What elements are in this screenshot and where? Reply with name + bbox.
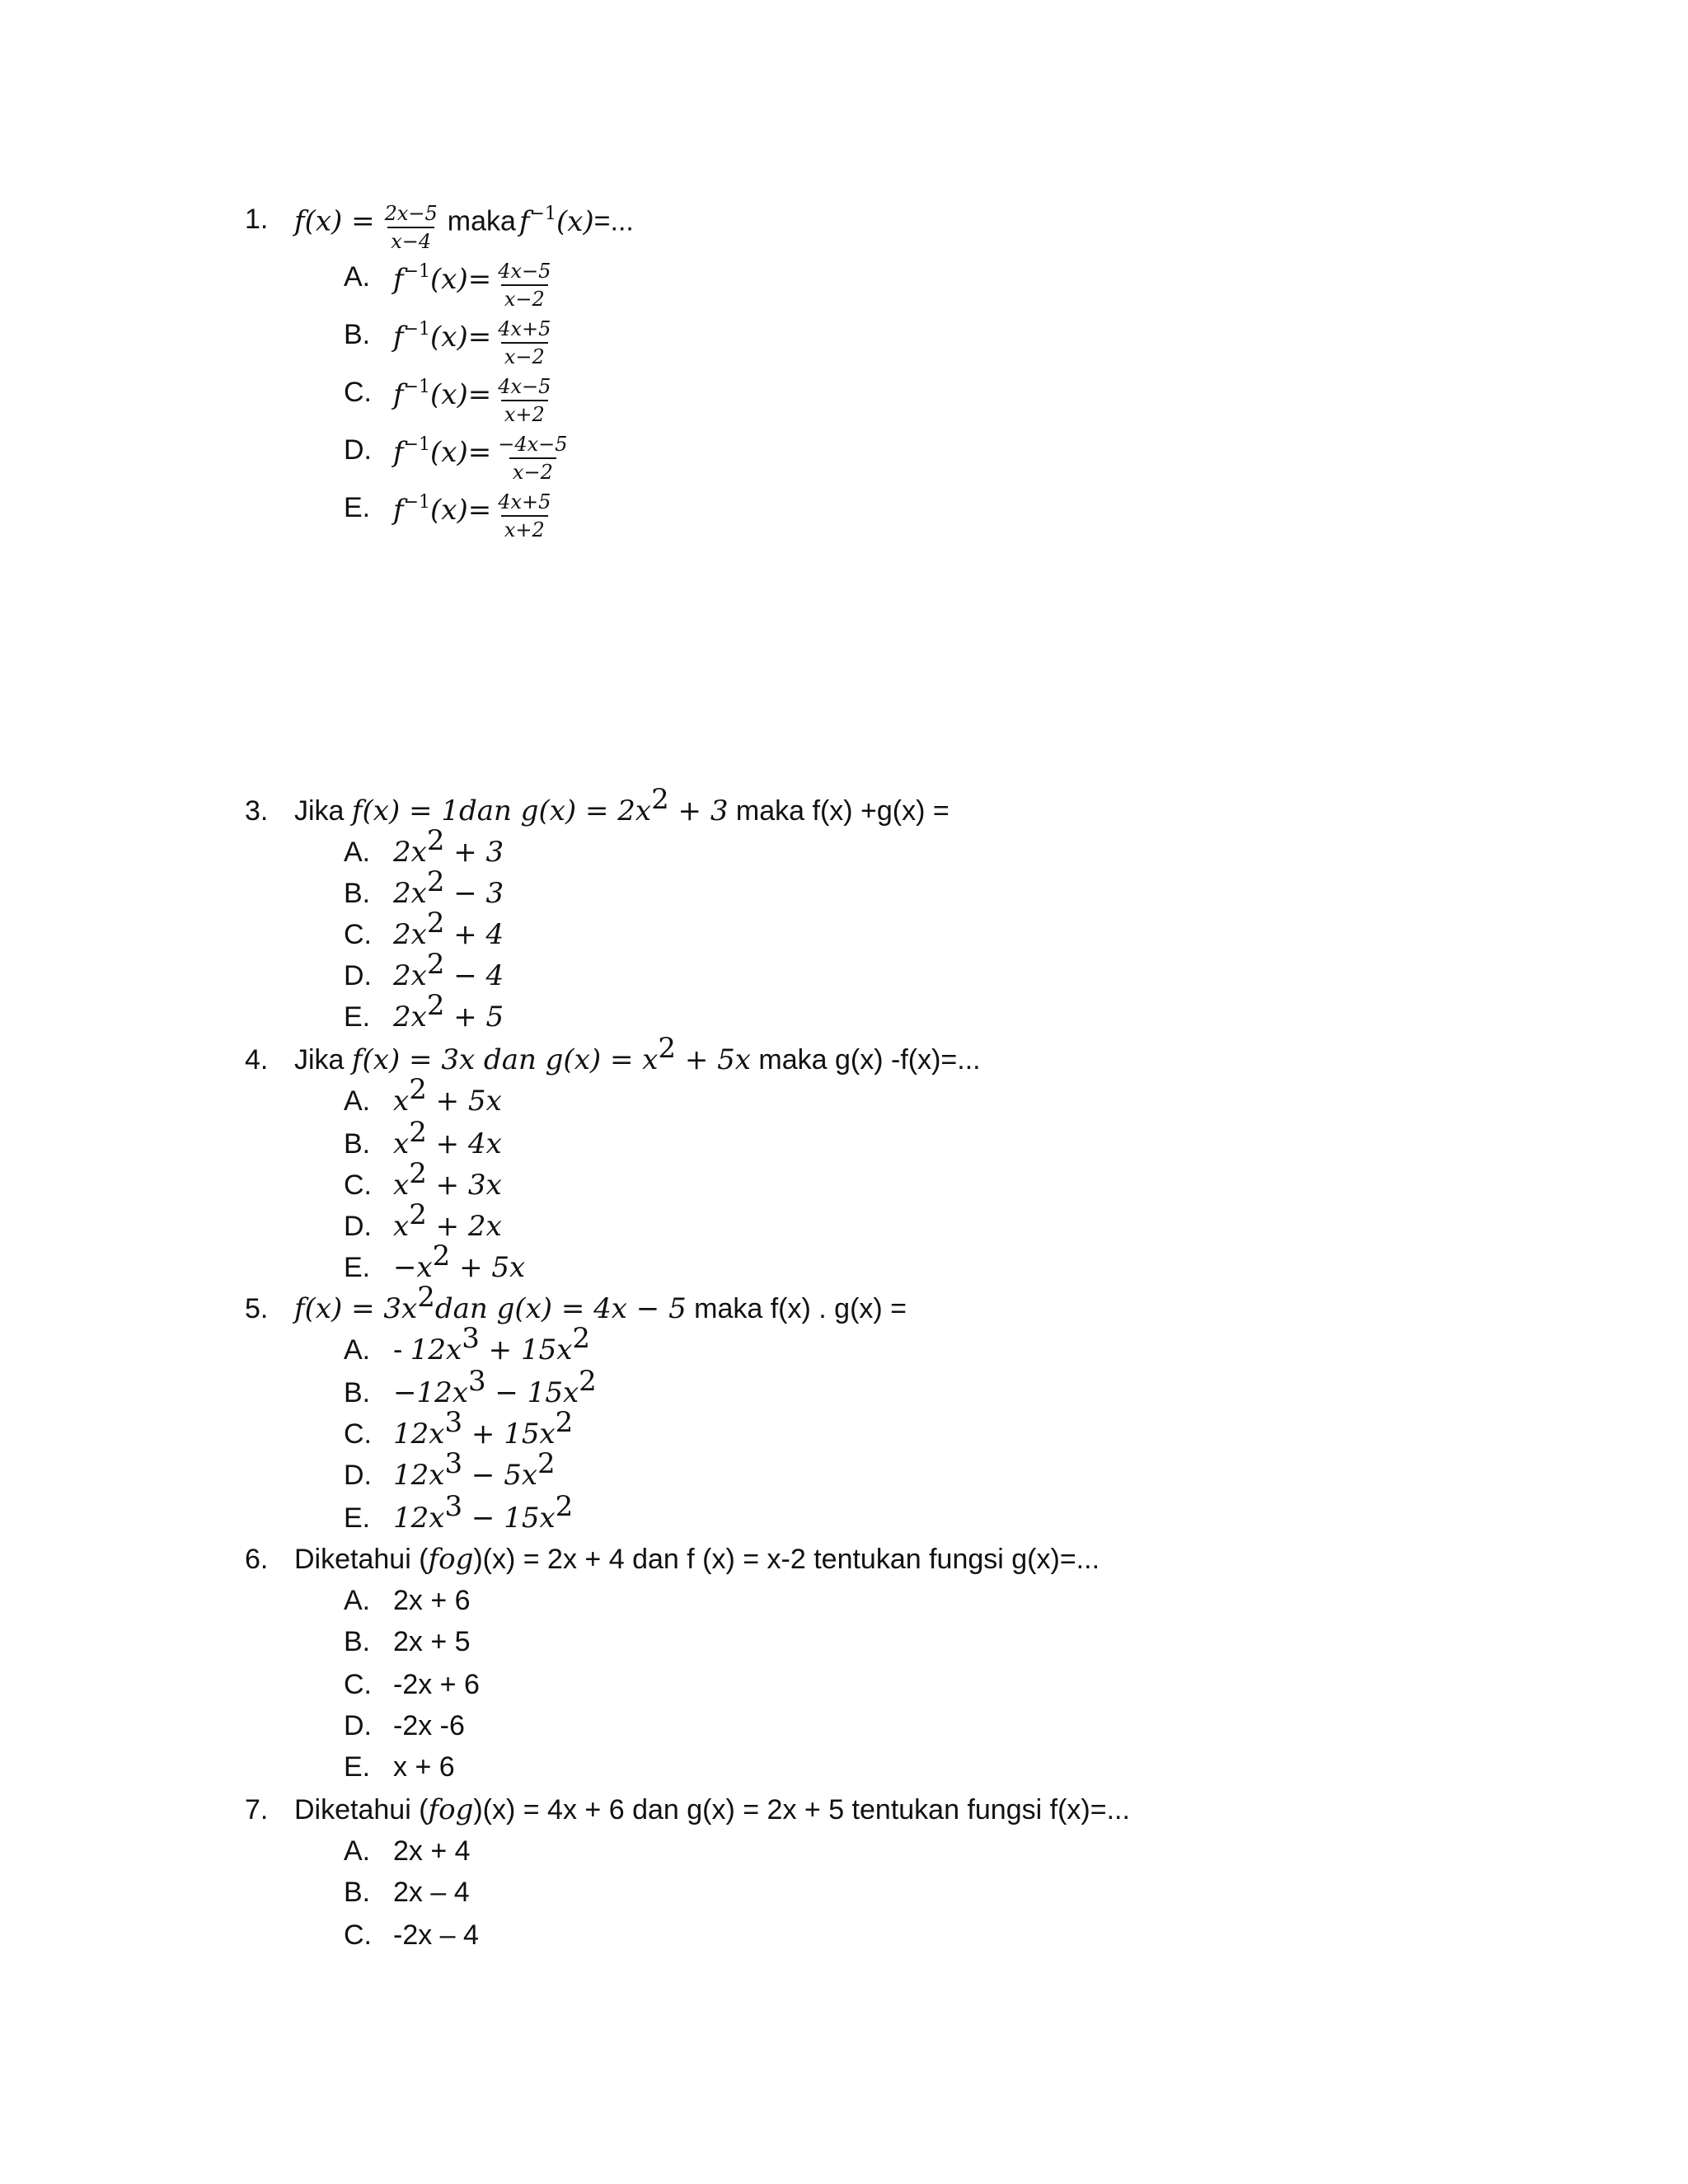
q4e-rest: + 5x (450, 1251, 526, 1284)
q1-fx: f(x) = (294, 204, 375, 238)
q1-option-d (393, 432, 574, 484)
q4-option-a-label: A. (344, 1085, 371, 1117)
q4b-base: x (393, 1127, 410, 1160)
q1b-arg: (x)= (430, 320, 492, 354)
q6-option-a: 2x + 6 (393, 1585, 471, 1616)
q4-expr-b: f(x) = 3x dan g(x) = x (351, 1043, 659, 1076)
q1e-finv (393, 491, 492, 527)
q1a-sup: −1 (403, 260, 431, 282)
q3-option-b-label: B. (344, 878, 371, 909)
q1a-num: 4x−5 (498, 260, 551, 283)
q1-finv (519, 205, 594, 238)
q5-expr-b: dan g(x) = 4x − 5 (434, 1292, 687, 1325)
q3-option-e (393, 989, 504, 1035)
q4d-base: x (393, 1210, 410, 1243)
q1-option-d-label: D. (344, 434, 372, 466)
q1b-fraction (495, 316, 554, 369)
q3b-sup: 2 (426, 865, 445, 898)
q1a-arg: (x)= (430, 262, 492, 296)
q1e-den: x+2 (501, 515, 548, 542)
q4-text-end: maka g(x) -f(x)=... (750, 1044, 981, 1076)
q3a-base: 2x (393, 836, 427, 869)
q5e-t1: 12x (393, 1502, 445, 1535)
question-6-number: 6. (245, 1544, 269, 1575)
q5e-s2: 2 (555, 1490, 574, 1523)
q4c-base: x (393, 1169, 410, 1202)
q4a-base: x (393, 1085, 410, 1118)
q4-expr-c: + 5x (676, 1043, 751, 1076)
q4a-rest: + 5x (426, 1085, 502, 1118)
q4-option-e-label: E. (344, 1252, 371, 1283)
q6-option-e: x + 6 (393, 1751, 455, 1783)
q6-option-d-label: D. (344, 1710, 372, 1741)
question-7-stem (294, 1792, 1130, 1828)
q6-option-b: 2x + 5 (393, 1626, 471, 1657)
q1a-den: x−2 (501, 284, 548, 312)
q6-option-c: -2x + 6 (393, 1669, 480, 1700)
q4-option-d-label: D. (344, 1211, 372, 1242)
q4b-sup: 2 (409, 1116, 427, 1149)
question-4-number: 4. (245, 1044, 269, 1076)
question-5-number: 5. (245, 1293, 269, 1324)
q4d-sup: 2 (409, 1198, 427, 1231)
q7-option-a-label: A. (344, 1835, 371, 1867)
q3d-sup: 2 (426, 948, 445, 981)
q3-option-a-label: A. (344, 837, 371, 868)
q1-finv-sup: −1 (529, 203, 556, 224)
q5-option-d-label: D. (344, 1460, 372, 1491)
q4a-sup: 2 (409, 1073, 427, 1106)
q1d-finv (393, 436, 491, 469)
q1e-sup: −1 (403, 491, 431, 513)
q1-option-a-label: A. (344, 261, 371, 293)
q1b-finv (393, 318, 492, 354)
q7-option-b-label: B. (344, 1877, 371, 1908)
q3-option-c (393, 907, 504, 953)
question-3-stem (294, 783, 950, 829)
q5d-s2: 2 (537, 1447, 556, 1480)
q1-fraction (382, 201, 441, 254)
q7-option-a: 2x + 4 (393, 1835, 471, 1867)
q6-option-b-label: B. (344, 1626, 371, 1657)
q4-option-a (393, 1073, 502, 1119)
q5d-s1: 3 (444, 1447, 463, 1480)
q5-option-d (393, 1447, 556, 1493)
q3c-rest: + 4 (444, 918, 504, 951)
q6-option-d: -2x -6 (393, 1710, 465, 1741)
q4c-sup: 2 (409, 1157, 427, 1190)
q5-option-a-label: A. (344, 1334, 371, 1366)
question-1-stem (294, 201, 634, 253)
q6-fog: fog (428, 1543, 474, 1576)
q1-option-e-label: E. (344, 492, 371, 523)
q6-option-e-label: E. (344, 1751, 371, 1783)
q1-option-a (393, 259, 557, 311)
question-6-stem (294, 1541, 1100, 1577)
q3-expr-sup: 2 (651, 783, 669, 816)
q5-expr-a: f(x) = 3x (294, 1292, 418, 1325)
q7-option-c: -2x – 4 (393, 1919, 479, 1951)
q3b-rest: − 3 (444, 877, 504, 910)
q1d-arg: (x)= (430, 435, 492, 469)
q1b-den: x−2 (501, 342, 548, 369)
q3-option-d (393, 948, 504, 994)
q6-text-c: )(x) = 2x + 4 dan f (x) = x-2 tentukan fungsi g(x)=... (473, 1544, 1100, 1575)
q1-numerator: 2x−5 (384, 202, 438, 225)
q1a-fraction (495, 259, 554, 312)
q1e-fraction (495, 490, 554, 542)
q1-finv-arg: (x) (556, 204, 594, 238)
q7-fog: fog (428, 1793, 474, 1826)
q3c-base: 2x (393, 918, 427, 951)
q1d-sup: −1 (403, 434, 431, 455)
q5c-s2: 2 (555, 1406, 574, 1439)
q1b-sup: −1 (403, 318, 431, 340)
q3e-sup: 2 (426, 989, 445, 1022)
q7-text-c: )(x) = 4x + 6 dan g(x) = 2x + 5 tentukan fungsi f(x)=... (473, 1794, 1130, 1825)
q5d-t2: − 5x (462, 1459, 538, 1492)
q1b-num: 4x+5 (498, 317, 551, 340)
q5-expr-sup: 2 (417, 1281, 435, 1314)
q1-option-c (393, 374, 557, 426)
q1c-finv (393, 378, 491, 411)
q3e-base: 2x (393, 1001, 427, 1033)
q4-option-e (393, 1240, 526, 1286)
q4-option-c-label: C. (344, 1169, 372, 1201)
q1e-f: f (393, 493, 404, 527)
q3e-rest: + 5 (444, 1001, 504, 1033)
q3c-sup: 2 (426, 907, 445, 940)
q1d-fraction (495, 432, 570, 485)
q5b-t1: −12x (393, 1376, 468, 1409)
q3-option-d-label: D. (344, 960, 372, 991)
q1a-f: f (393, 262, 404, 296)
q4e-sup: 2 (432, 1240, 451, 1272)
q4-expr-sup: 2 (658, 1032, 677, 1065)
q1c-den: x+2 (501, 400, 548, 427)
q5a-s1: 3 (462, 1322, 480, 1355)
q3-option-e-label: E. (344, 1001, 371, 1033)
q5-text-end: maka f(x) . g(x) = (686, 1293, 907, 1324)
q1-option-b-label: B. (344, 319, 371, 350)
q5e-s1: 3 (444, 1490, 463, 1523)
q7-text-a: Diketahui ( (294, 1794, 429, 1825)
q3-expr-b: f(x) = 1dan g(x) = 2x (351, 794, 652, 827)
q4-option-b-label: B. (344, 1128, 371, 1160)
q3-text-jika: Jika (294, 795, 352, 827)
q1c-arg: (x)= (430, 377, 492, 411)
question-5-stem (294, 1281, 907, 1327)
q5a-t2: + 15x (479, 1333, 573, 1366)
q1d-den: x−2 (509, 457, 556, 485)
q4b-rest: + 4x (426, 1127, 502, 1160)
q3-option-b (393, 865, 504, 912)
q1-option-c-label: C. (344, 377, 372, 408)
q5b-s2: 2 (579, 1365, 597, 1398)
q1c-num: 4x−5 (498, 375, 551, 398)
q5c-t2: + 15x (462, 1418, 556, 1451)
q3-text-end: maka f(x) +g(x) = (728, 795, 950, 827)
q1-finv-base: f (518, 204, 530, 238)
question-4-stem (294, 1032, 981, 1078)
q1-denominator: x−4 (387, 227, 434, 254)
q1a-finv (393, 260, 492, 296)
q5-option-c-label: C. (344, 1418, 372, 1450)
q1-text-end: =... (593, 205, 634, 237)
q5a-s2: 2 (572, 1322, 591, 1355)
q5-option-b-label: B. (344, 1377, 371, 1408)
q3a-rest: + 3 (444, 836, 504, 869)
q5a-pre: - (393, 1334, 410, 1366)
q1-option-b (393, 316, 557, 368)
q5d-t1: 12x (393, 1459, 445, 1492)
question-7-number: 7. (245, 1794, 269, 1825)
q5c-t1: 12x (393, 1418, 445, 1451)
q5e-t2: − 15x (462, 1502, 556, 1535)
q7-option-b: 2x – 4 (393, 1877, 470, 1908)
q3d-base: 2x (393, 959, 427, 992)
q3-option-a (393, 824, 504, 870)
q1c-f: f (393, 377, 404, 411)
q4d-rest: + 2x (426, 1210, 502, 1243)
q6-option-a-label: A. (344, 1585, 371, 1616)
q6-option-c-label: C. (344, 1669, 372, 1700)
q5b-t2: − 15x (485, 1376, 579, 1409)
q4e-base: −x (393, 1251, 433, 1284)
q6-text-a: Diketahui ( (294, 1544, 429, 1575)
q1e-arg: (x)= (430, 493, 492, 527)
q5-option-e-label: E. (344, 1502, 371, 1534)
q7-option-c-label: C. (344, 1919, 372, 1951)
q1-option-e (393, 490, 557, 541)
q1e-num: 4x+5 (498, 490, 551, 513)
q1d-f: f (393, 435, 404, 469)
q3-option-c-label: C. (344, 919, 372, 950)
q1d-num: −4x−5 (498, 433, 568, 456)
question-1-number: 1. (245, 204, 269, 235)
q3-expr-c: + 3 (668, 794, 729, 827)
q4c-rest: + 3x (426, 1169, 502, 1202)
q3a-sup: 2 (426, 824, 445, 857)
q3d-rest: − 4 (444, 959, 504, 992)
q1c-fraction (495, 374, 554, 427)
q5b-s1: 3 (467, 1365, 486, 1398)
q1c-sup: −1 (403, 376, 431, 397)
q1-text-maka: maka (447, 205, 516, 237)
q1b-f: f (393, 320, 404, 354)
q4-text-jika: Jika (294, 1044, 352, 1076)
q5-option-a (393, 1322, 591, 1368)
q3b-base: 2x (393, 877, 427, 910)
q5c-s1: 3 (444, 1406, 463, 1439)
q5a-t1: 12x (410, 1333, 462, 1366)
q5-option-e (393, 1490, 574, 1536)
question-3-number: 3. (245, 795, 269, 827)
